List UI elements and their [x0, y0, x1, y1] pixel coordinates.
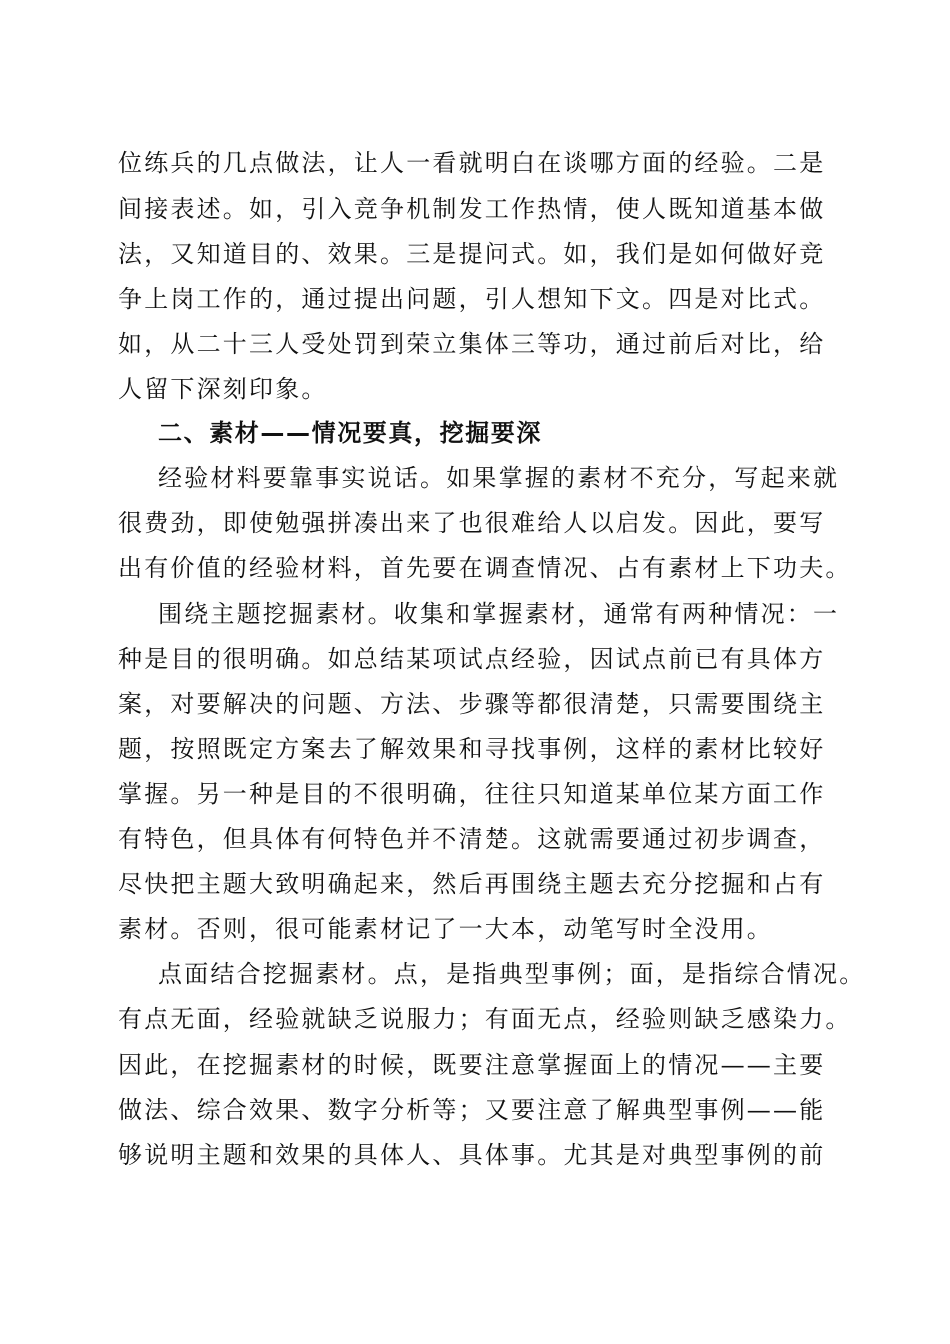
text-line: 素材。否则，很可能素材记了一大本，动笔写时全没用。	[118, 915, 773, 943]
paragraph-first-line: 围绕主题挖掘素材。收集和掌握素材，通常有两种情况：一	[158, 600, 840, 628]
text-line: 位练兵的几点做法，让人一看就明白在谈哪方面的经验。二是	[118, 149, 826, 177]
text-line: 争上岗工作的，通过提出问题，引人想知下文。四是对比式。	[118, 285, 826, 313]
text-line: 法，又知道目的、效果。三是提问式。如，我们是如何做好竞	[118, 240, 826, 268]
text-line: 题，按照既定方案去了解效果和寻找事例，这样的素材比较好	[118, 735, 826, 763]
text-line: 有特色，但具体有何特色并不清楚。这就需要通过初步调查，	[118, 825, 826, 853]
text-line: 如，从二十三人受处罚到荣立集体三等功，通过前后对比，给	[118, 330, 826, 358]
text-line: 案，对要解决的问题、方法、步骤等都很清楚，只需要围绕主	[118, 690, 826, 718]
text-line: 因此，在挖掘素材的时候，既要注意掌握面上的情况——主要	[118, 1051, 826, 1079]
section-heading: 二、素材——情况要真，挖掘要深	[158, 419, 542, 447]
text-line: 间接表述。如，引入竞争机制发工作热情，使人既知道基本做	[118, 195, 826, 223]
text-line: 尽快把主题大致明确起来，然后再围绕主题去充分挖掘和占有	[118, 870, 826, 898]
paragraph-first-line: 经验材料要靠事实说话。如果掌握的素材不充分，写起来就	[158, 464, 840, 492]
text-line: 够说明主题和效果的具体人、具体事。尤其是对典型事例的前	[118, 1141, 826, 1169]
text-line: 种是目的很明确。如总结某项试点经验，因试点前已有具体方	[118, 645, 826, 673]
text-line: 很费劲，即使勉强拼凑出来了也很难给人以启发。因此，要写	[118, 509, 826, 537]
paragraph-first-line: 点面结合挖掘素材。点，是指典型事例；面，是指综合情况。	[158, 960, 866, 988]
text-line: 人留下深刻印象。	[118, 375, 328, 403]
text-line: 有点无面，经验就缺乏说服力；有面无点，经验则缺乏感染力。	[118, 1005, 852, 1033]
text-line: 出有价值的经验材料，首先要在调查情况、占有素材上下功夫。	[118, 554, 852, 582]
text-line: 掌握。另一种是目的不很明确，往往只知道某单位某方面工作	[118, 780, 826, 808]
text-line: 做法、综合效果、数字分析等；又要注意了解典型事例——能	[118, 1096, 826, 1124]
